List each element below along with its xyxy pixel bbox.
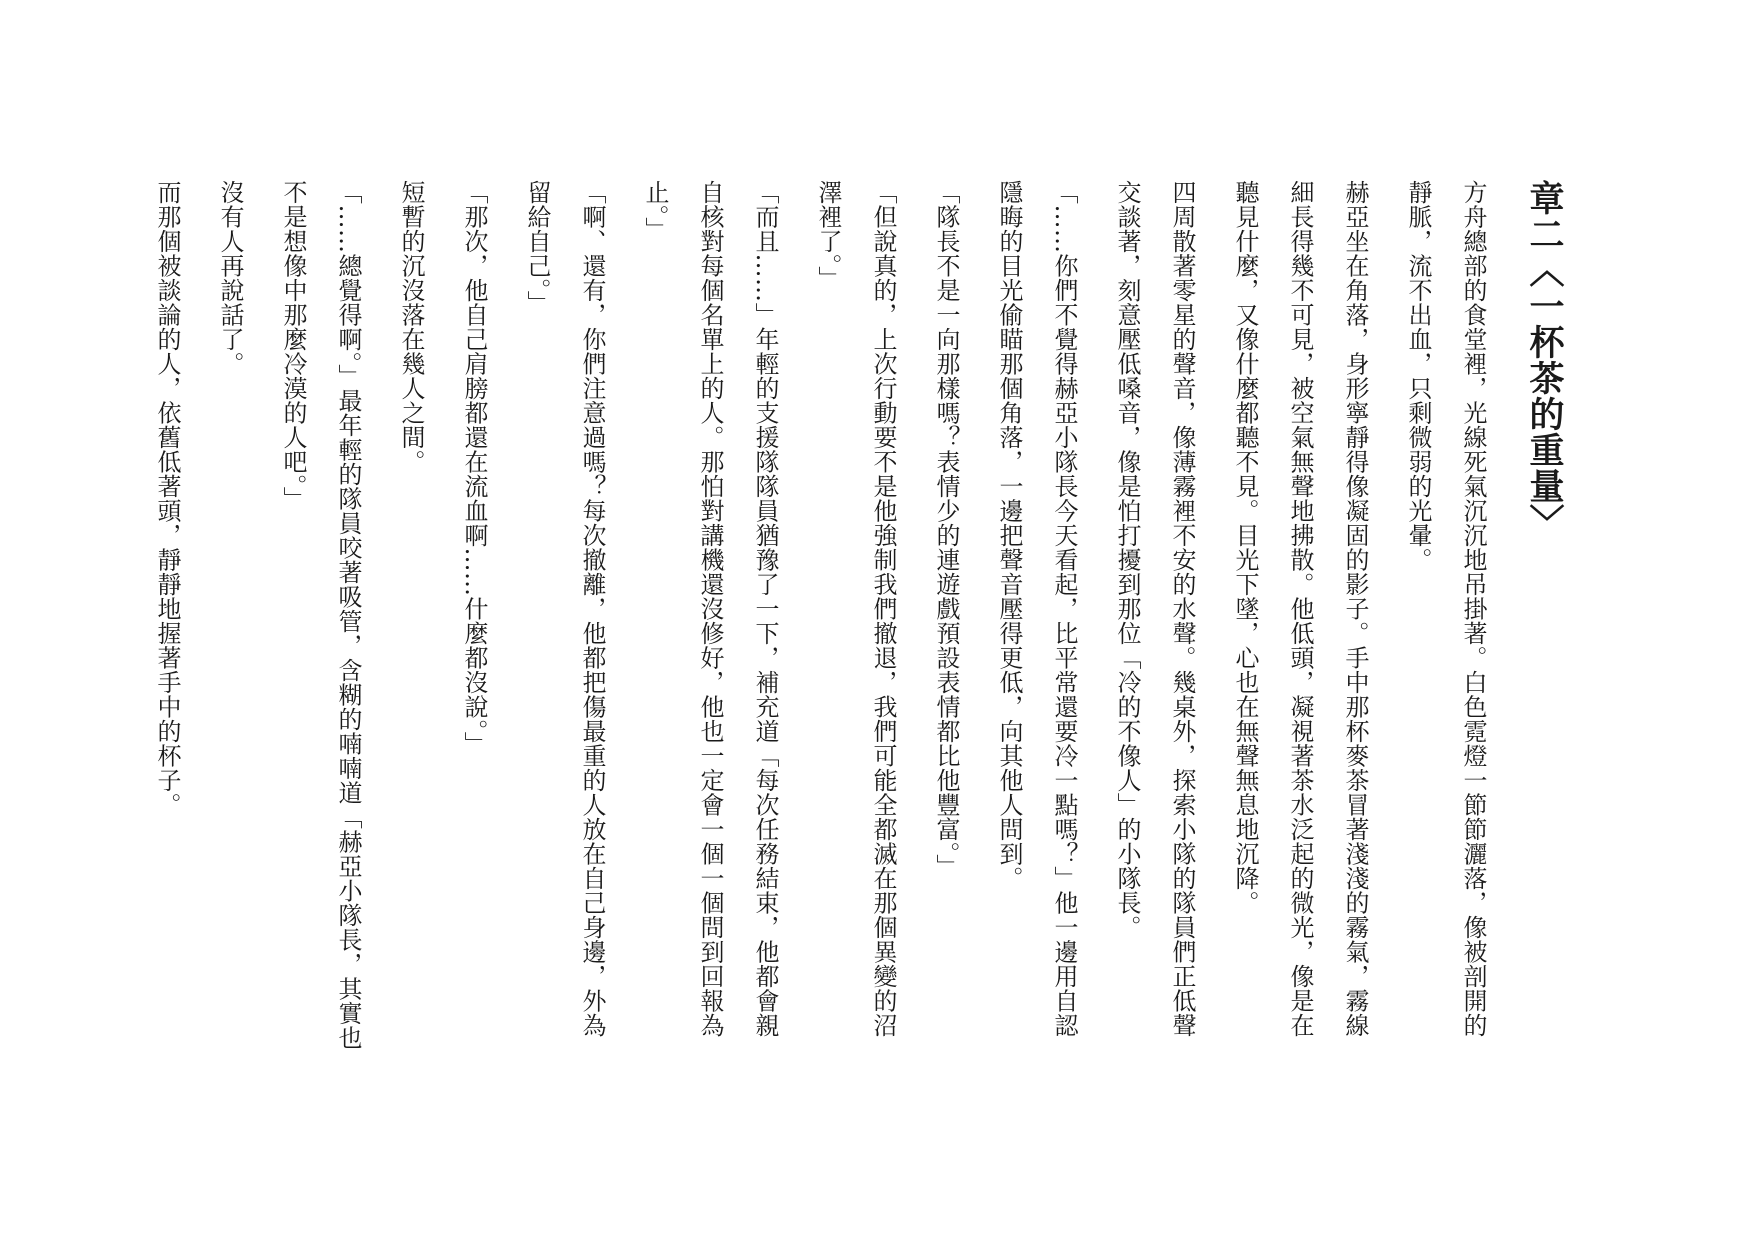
vertical-text-block [139, 180, 1574, 1060]
paragraph: 四周散著零星的聲音，像薄霧裡不安的水聲。幾桌外，探索小隊的隊員們正低聲交談著，刻意壓低嗓音，像是怕打擾到那位「冷的不像人」的小隊長。 [1113, 180, 1196, 1038]
paragraph: 「……你們不覺得赫亞小隊長今天看起，比平常還要冷一點嗎？」他一邊用自認隱晦的目光偷瞄那個角落，一邊把聲音壓得更低，向其他人問到。 [995, 180, 1078, 1038]
paragraph: 「那次，他自己肩膀都還在流血啊……什麼都沒說。」 [460, 180, 488, 756]
paragraph: 「而且……」年輕的支援隊隊員猶豫了一下，補充道「每次任務結束，他都會親自核對每個名單上的人。那怕對講機還沒修好，他也一定會一個一個問到回報為止。」 [641, 180, 779, 1038]
paragraph: 沒有人再說話了。 [216, 180, 244, 376]
paragraph: 「……總覺得啊。」最年輕的隊員咬著吸管，含糊的喃喃道「赫亞小隊長，其實也不是想像中那麼冷漠的人吧。」 [279, 180, 362, 1050]
paragraph: 赫亞坐在角落，身形寧靜得像凝固的影子。手中那杯麥茶冒著淺淺的霧氣，霧線細長得幾不可見，被空氣無聲地拂散。他低頭，凝視著茶水泛起的微光，像是在聽見什麼，又像什麼都聽不見。目光下墜，心也在無聲無息地沉降。 [1231, 180, 1369, 1038]
chapter-title: 章二〈一杯茶的重量〉 [1524, 180, 1565, 540]
paragraph: 短暫的沉沒落在幾人之間。 [397, 180, 425, 474]
paragraph: 「啊、還有，你們注意過嗎？每次撤離，他都把傷最重的人放在自己身邊，外為留給自己。」 [523, 180, 606, 1038]
paragraph: 「隊長不是一向那樣嗎？表情少的連遊戲預設表情都比他豐富。」 [932, 180, 960, 879]
paragraph: 方舟總部的食堂裡，光線死氣沉沉地吊掛著。白色霓燈一節節灑落，像被剖開的靜脈，流不出血，只剩微弱的光暈。 [1404, 180, 1487, 1038]
paragraph: 「但說真的，上次行動要不是他強制我們撤退，我們可能全都滅在那個異變的沼澤裡了。」 [814, 180, 897, 1038]
paragraph: 而那個被談論的人，依舊低著頭，靜靜地握著手中的杯子。 [153, 180, 181, 817]
